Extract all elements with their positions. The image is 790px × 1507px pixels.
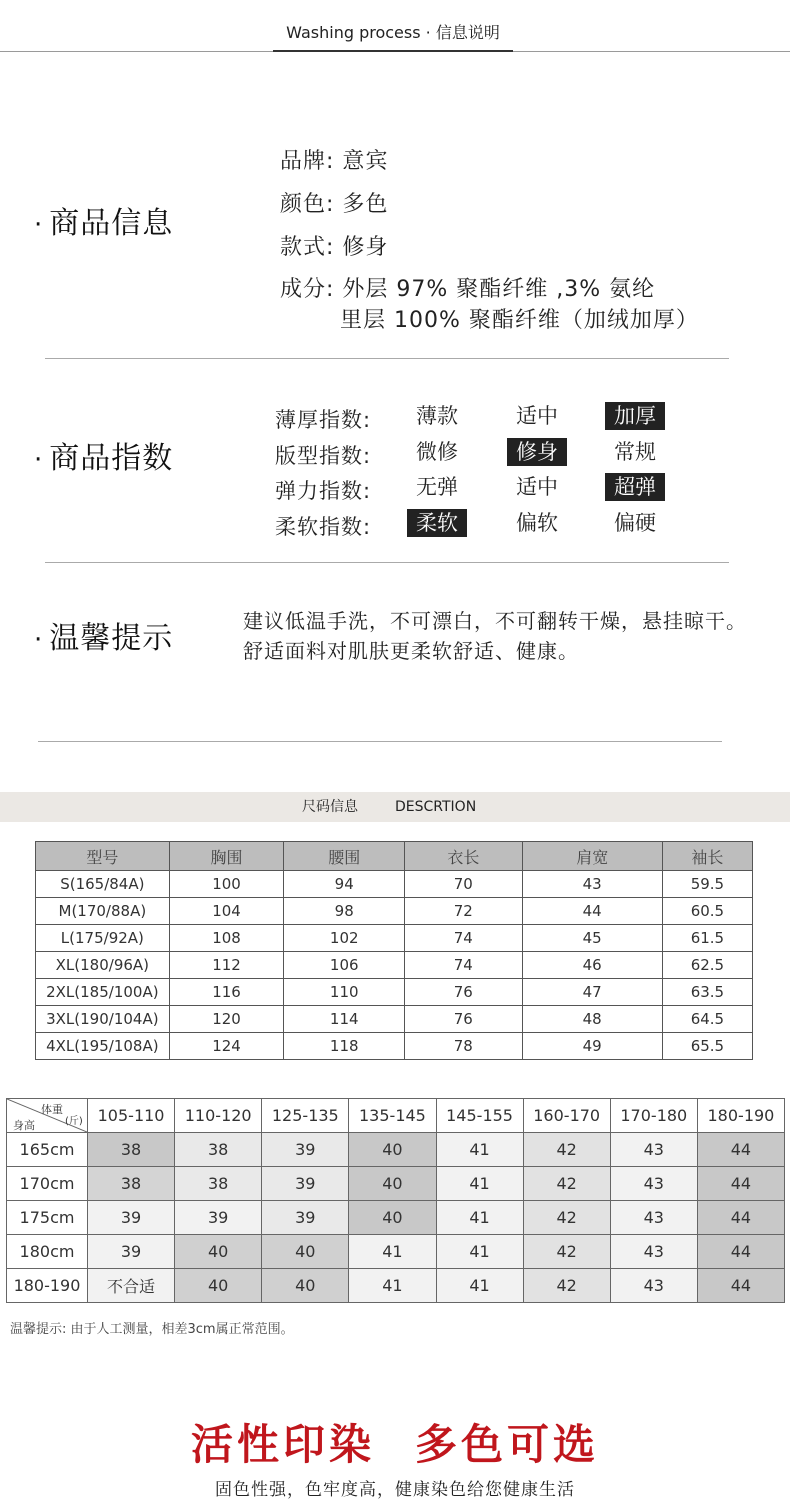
- size-cell: 61.5: [662, 925, 752, 952]
- size-cell: 110: [284, 979, 405, 1006]
- size-header-cell: 衣长: [405, 842, 523, 871]
- info-composition-inner: 里层 100% 聚酯纤维（加绒加厚）: [340, 308, 699, 333]
- size-header-cell: 肩宽: [522, 842, 662, 871]
- size-recommendation-cell: 40: [349, 1167, 436, 1201]
- size-recommendation-cell: 38: [175, 1167, 262, 1201]
- size-recommendation-cell: 42: [523, 1133, 610, 1167]
- table-corner-cell: [7, 1099, 88, 1133]
- weight-range-header: 145-155: [436, 1099, 523, 1133]
- size-cell: 78: [405, 1033, 523, 1060]
- size-cell: 43: [522, 871, 662, 898]
- weight-height-table: [6, 1098, 785, 1303]
- size-recommendation-cell: 40: [175, 1235, 262, 1269]
- index-label: 柔软指数:: [275, 515, 372, 539]
- section-divider: [45, 358, 729, 359]
- size-recommendation-cell: 41: [436, 1269, 523, 1303]
- size-recommendation-cell: 39: [262, 1167, 349, 1201]
- size-recommendation-cell: 40: [262, 1269, 349, 1303]
- size-cell: 76: [405, 979, 523, 1006]
- weight-table-header: [7, 1099, 785, 1133]
- size-table-row: [36, 925, 753, 952]
- size-recommendation-cell: 42: [523, 1201, 610, 1235]
- size-recommendation-cell: 39: [262, 1201, 349, 1235]
- height-cell: 180cm: [7, 1235, 88, 1269]
- size-cell: 120: [169, 1006, 284, 1033]
- weight-range-header: 105-110: [88, 1099, 175, 1133]
- index-option: 适中: [516, 475, 558, 499]
- product-index-heading: 商品指数: [49, 441, 174, 476]
- height-cell: 180-190: [7, 1269, 88, 1303]
- size-table-row: [36, 871, 753, 898]
- index-option-selected: 柔软: [407, 509, 467, 537]
- promo-title-left: 活性印染: [190, 1420, 375, 1469]
- index-option: 适中: [516, 404, 558, 428]
- promo-subtitle: 固色性强，色牢度高，健康染色给您健康生活: [215, 1480, 575, 1500]
- size-cell: 76: [405, 1006, 523, 1033]
- measurement-note: 温馨提示: 由于人工测量，相差3cm属正常范围。: [10, 1322, 294, 1337]
- size-cell: 44: [522, 898, 662, 925]
- size-table-row: [36, 898, 753, 925]
- size-cell: 47: [522, 979, 662, 1006]
- height-cell: 165cm: [7, 1133, 88, 1167]
- bullet-dot: ·: [34, 445, 44, 475]
- index-option: 微修: [416, 440, 458, 464]
- size-recommendation-cell: 40: [262, 1235, 349, 1269]
- size-cell: S(165/84A): [36, 871, 170, 898]
- size-title-cn: 尺码信息: [302, 799, 358, 815]
- size-cell: M(170/88A): [36, 898, 170, 925]
- index-option-selected: 修身: [507, 438, 567, 466]
- size-cell: 124: [169, 1033, 284, 1060]
- size-table-row: [36, 952, 753, 979]
- size-cell: 46: [522, 952, 662, 979]
- size-recommendation-cell: 43: [610, 1201, 697, 1235]
- page-header-title: Washing process · 信息说明: [273, 16, 513, 52]
- size-table-header: [36, 842, 753, 871]
- size-header-cell: 袖长: [662, 842, 752, 871]
- section-tips: [34, 613, 173, 657]
- info-composition-outer: 成分: 外层 97% 聚酯纤维 ,3% 氨纶: [280, 277, 656, 302]
- tips-heading: 温馨提示: [49, 621, 174, 656]
- size-cell: 60.5: [662, 898, 752, 925]
- weight-table-row: [7, 1269, 785, 1303]
- height-cell: 175cm: [7, 1201, 88, 1235]
- size-cell: 4XL(195/108A): [36, 1033, 170, 1060]
- weight-table-row: [7, 1201, 785, 1235]
- size-header-cell: 胸围: [169, 842, 284, 871]
- size-recommendation-cell: 43: [610, 1133, 697, 1167]
- height-cell: 170cm: [7, 1167, 88, 1201]
- size-cell: 106: [284, 952, 405, 979]
- product-info-heading: 商品信息: [49, 206, 174, 241]
- size-cell: 98: [284, 898, 405, 925]
- section-product-info: [34, 198, 173, 242]
- size-cell: 59.5: [662, 871, 752, 898]
- size-title-en: DESCRTION: [395, 799, 477, 815]
- size-cell: 65.5: [662, 1033, 752, 1060]
- size-recommendation-cell: 41: [436, 1133, 523, 1167]
- size-recommendation-cell: 38: [175, 1133, 262, 1167]
- size-cell: XL(180/96A): [36, 952, 170, 979]
- info-color: 颜色: 多色: [280, 192, 389, 217]
- size-recommendation-cell: 40: [349, 1133, 436, 1167]
- size-recommendation-cell: 44: [697, 1133, 784, 1167]
- size-cell: 70: [405, 871, 523, 898]
- size-cell: 100: [169, 871, 284, 898]
- size-cell: 108: [169, 925, 284, 952]
- bullet-dot: ·: [34, 210, 44, 240]
- size-recommendation-cell: 44: [697, 1201, 784, 1235]
- size-cell: 94: [284, 871, 405, 898]
- index-option: 薄款: [416, 404, 458, 428]
- size-cell: 104: [169, 898, 284, 925]
- size-info-band: [0, 792, 790, 822]
- size-cell: 64.5: [662, 1006, 752, 1033]
- size-cell: 62.5: [662, 952, 752, 979]
- index-label: 弹力指数:: [275, 479, 372, 503]
- size-cell: 49: [522, 1033, 662, 1060]
- section-divider: [38, 741, 722, 742]
- size-recommendation-cell: 40: [175, 1269, 262, 1303]
- bullet-dot: ·: [34, 625, 44, 655]
- index-option: 偏硬: [614, 511, 656, 535]
- size-recommendation-cell: 41: [436, 1235, 523, 1269]
- size-recommendation-cell: 43: [610, 1269, 697, 1303]
- size-cell: 63.5: [662, 979, 752, 1006]
- weight-range-header: 110-120: [175, 1099, 262, 1133]
- size-cell: L(175/92A): [36, 925, 170, 952]
- promo-title: [0, 1412, 790, 1472]
- weight-table-row: [7, 1235, 785, 1269]
- weight-range-header: 170-180: [610, 1099, 697, 1133]
- size-recommendation-cell: 41: [349, 1269, 436, 1303]
- index-option: 常规: [614, 440, 656, 464]
- info-brand: 品牌: 意宾: [280, 149, 389, 174]
- size-cell: 114: [284, 1006, 405, 1033]
- size-table-row: [36, 1033, 753, 1060]
- size-recommendation-cell: 43: [610, 1235, 697, 1269]
- size-cell: 3XL(190/104A): [36, 1006, 170, 1033]
- size-cell: 116: [169, 979, 284, 1006]
- size-cell: 2XL(185/100A): [36, 979, 170, 1006]
- weight-range-header: 125-135: [262, 1099, 349, 1133]
- size-recommendation-cell: 43: [610, 1167, 697, 1201]
- size-cell: 74: [405, 925, 523, 952]
- tip-line-1: 建议低温手洗，不可漂白，不可翻转干燥，悬挂晾干。: [243, 609, 747, 633]
- size-recommendation-cell: 39: [175, 1201, 262, 1235]
- size-recommendation-cell: 38: [88, 1133, 175, 1167]
- size-recommendation-cell: 42: [523, 1269, 610, 1303]
- index-option-selected: 超弹: [605, 473, 665, 501]
- size-table-row: [36, 979, 753, 1006]
- index-label: 版型指数:: [275, 444, 372, 468]
- size-recommendation-cell: 42: [523, 1235, 610, 1269]
- size-recommendation-cell: 41: [436, 1167, 523, 1201]
- weight-range-header: 160-170: [523, 1099, 610, 1133]
- corner-weight-label: 体重: [41, 1103, 63, 1116]
- weight-table-row: [7, 1167, 785, 1201]
- size-recommendation-cell: 39: [88, 1201, 175, 1235]
- size-header-cell: 腰围: [284, 842, 405, 871]
- size-recommendation-cell: 40: [349, 1201, 436, 1235]
- weight-range-header: 135-145: [349, 1099, 436, 1133]
- size-cell: 45: [522, 925, 662, 952]
- size-recommendation-cell: 不合适: [88, 1269, 175, 1303]
- size-table: [35, 841, 753, 1060]
- section-divider: [45, 562, 729, 563]
- size-recommendation-cell: 41: [436, 1201, 523, 1235]
- size-recommendation-cell: 44: [697, 1235, 784, 1269]
- size-cell: 112: [169, 952, 284, 979]
- size-table-row: [36, 1006, 753, 1033]
- size-recommendation-cell: 44: [697, 1269, 784, 1303]
- size-cell: 102: [284, 925, 405, 952]
- size-recommendation-cell: 39: [88, 1235, 175, 1269]
- size-recommendation-cell: 42: [523, 1167, 610, 1201]
- size-recommendation-cell: 41: [349, 1235, 436, 1269]
- size-cell: 48: [522, 1006, 662, 1033]
- corner-unit-label: (斤): [65, 1116, 83, 1127]
- size-recommendation-cell: 39: [262, 1133, 349, 1167]
- index-option-selected: 加厚: [605, 402, 665, 430]
- tip-line-2: 舒适面料对肌肤更柔软舒适、健康。: [243, 639, 579, 663]
- size-header-cell: 型号: [36, 842, 170, 871]
- size-cell: 72: [405, 898, 523, 925]
- size-recommendation-cell: 44: [697, 1167, 784, 1201]
- size-cell: 118: [284, 1033, 405, 1060]
- promo-title-right: 多色可选: [415, 1420, 600, 1469]
- size-recommendation-cell: 38: [88, 1167, 175, 1201]
- weight-table-row: [7, 1133, 785, 1167]
- index-label: 薄厚指数:: [275, 408, 372, 432]
- weight-range-header: 180-190: [697, 1099, 784, 1133]
- corner-height-label: 身高: [13, 1119, 35, 1132]
- info-style: 款式: 修身: [280, 235, 389, 260]
- index-option: 偏软: [516, 511, 558, 535]
- section-product-index: [34, 433, 173, 477]
- index-option: 无弹: [416, 475, 458, 499]
- size-cell: 74: [405, 952, 523, 979]
